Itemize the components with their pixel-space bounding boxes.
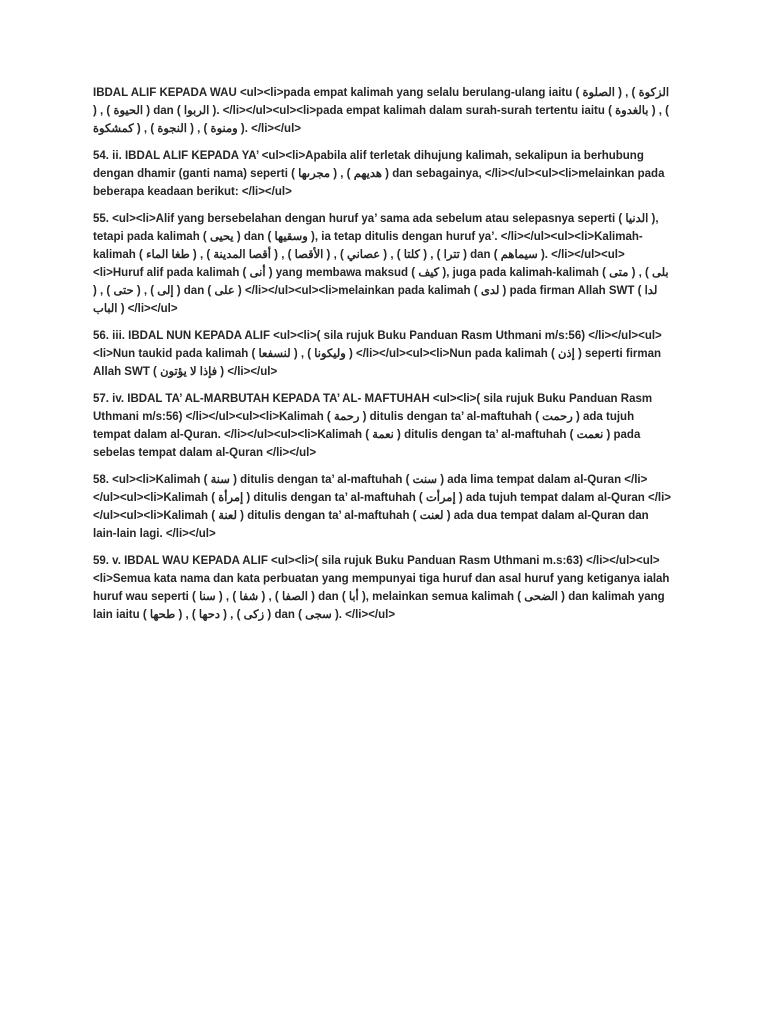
document-body <box>93 84 673 633</box>
paragraph-56-ibdal-nun-alif: 56. iii. IBDAL NUN KEPADA ALIF <ul><li>( sila rujuk Buku Panduan Rasm Uthmani m/s:56) </li></ul><ul><li>Nun taukid pada kalimah ( لنسفعا ) , ( وليكونا ) </li></ul><ul><li>Nun pada kalimah ( إذن ) seperti firman Allah SWT ( فإذا لا يؤتون ) </li></ul> <box>93 330 662 378</box>
paragraph-54-ibdal-alif-ya: 54. ii. IBDAL ALIF KEPADA YA’ <ul><li>Apabila alif terletak dihujung kalimah, sekalipun ia berhubung dengan dhamir (ganti nama) seperti ( مجرىها ) , ( هديهم ) dan sebagainya, </li></ul><ul><li>melainkan pada beberapa keadaan berikut: </li></ul> <box>93 150 665 198</box>
paragraph-57-ta-marbutah: 57. iv. IBDAL TA’ AL-MARBUTAH KEPADA TA’ AL- MAFTUHAH <ul><li>( sila rujuk Buku Panduan Rasm Uthmani m/s:56) </li></ul><ul><li>Kalimah ( رحمة ) ditulis dengan ta’ al-maftuhah ( رحمت ) ada tujuh tempat dalam al-Quran. </li></ul><ul><li>Kalimah ( نعمة ) ditulis dengan ta’ al-maftuhah ( نعمت ) pada sebelas tempat dalam al-Quran </li></ul> <box>93 393 653 459</box>
paragraph-ibdal-alif-wau: IBDAL ALIF KEPADA WAU <ul><li>pada empat kalimah yang selalu berulang-ulang iaitu ( الصلوة ) , ( الزكوة ) , ( الحيوة ) dan ( الربوا ). </li></ul><ul><li>pada empat kalimah dalam surah-surah tertentu iaitu ( بالغدوة ) , ( كمشكوة ) , ( النجوة ) , ( ومنوة ). </li></ul> <box>93 87 670 135</box>
paragraph-58-ta-maftuhah: 58. <ul><li>Kalimah ( سنة ) ditulis dengan ta’ al-maftuhah ( سنت ) ada lima tempat dalam al-Quran </li></ul><ul><li>Kalimah ( إمرأة ) ditulis dengan ta’ al-maftuhah ( إمرأت ) ada tujuh tempat dalam al-Quran </li></ul><ul><li>Kalimah ( لعنة ) ditulis dengan ta’ al-maftuhah ( لعنت ) ada dua tempat dalam al-Quran dan lain-lain lagi. </li></ul> <box>93 474 672 540</box>
paragraph-59-ibdal-wau-alif: 59. v. IBDAL WAU KEPADA ALIF <ul><li>( sila rujuk Buku Panduan Rasm Uthmani m.s:63) </li></ul><ul><li>Semua kata nama dan kata perbuatan yang mempunyai tiga huruf dan asal huruf yang ketiganya ialah huruf wau seperti ( سنا ) , ( شفا ) , ( الصفا ) dan ( أبا ), melainkan semua kalimah ( الضحى ) dan kalimah yang lain iaitu ( طحها ) , ( دحها ) , ( زكى ) dan ( سجى ). </li></ul> <box>93 555 670 621</box>
paragraph-55-alif-ya-exceptions: 55. <ul><li>Alif yang bersebelahan dengan huruf ya’ sama ada sebelum atau selepasnya seperti ( الدنيا ), tetapi pada kalimah ( يحيى ) dan ( وسقيها ), ia tetap ditulis dengan huruf ya’. </li></ul><ul><li>Kalimah-kalimah ( طغا الماء ) , ( أقصا المدينة ) , ( الأقصا ) , ( عصاني ) , ( كلتا ) , ( تترا ) dan ( سيماهم ). </li></ul><ul><li>Huruf alif pada kalimah ( أنى ) yang membawa maksud ( كيف ), juga pada kalimah-kalimah ( متى ) , ( بلى ) , ( حتى ) , ( إلى ) dan ( على ) </li></ul><ul><li>melainkan pada kalimah ( لدى ) pada firman Allah SWT ( لدا الباب ) </li></ul> <box>93 213 669 315</box>
